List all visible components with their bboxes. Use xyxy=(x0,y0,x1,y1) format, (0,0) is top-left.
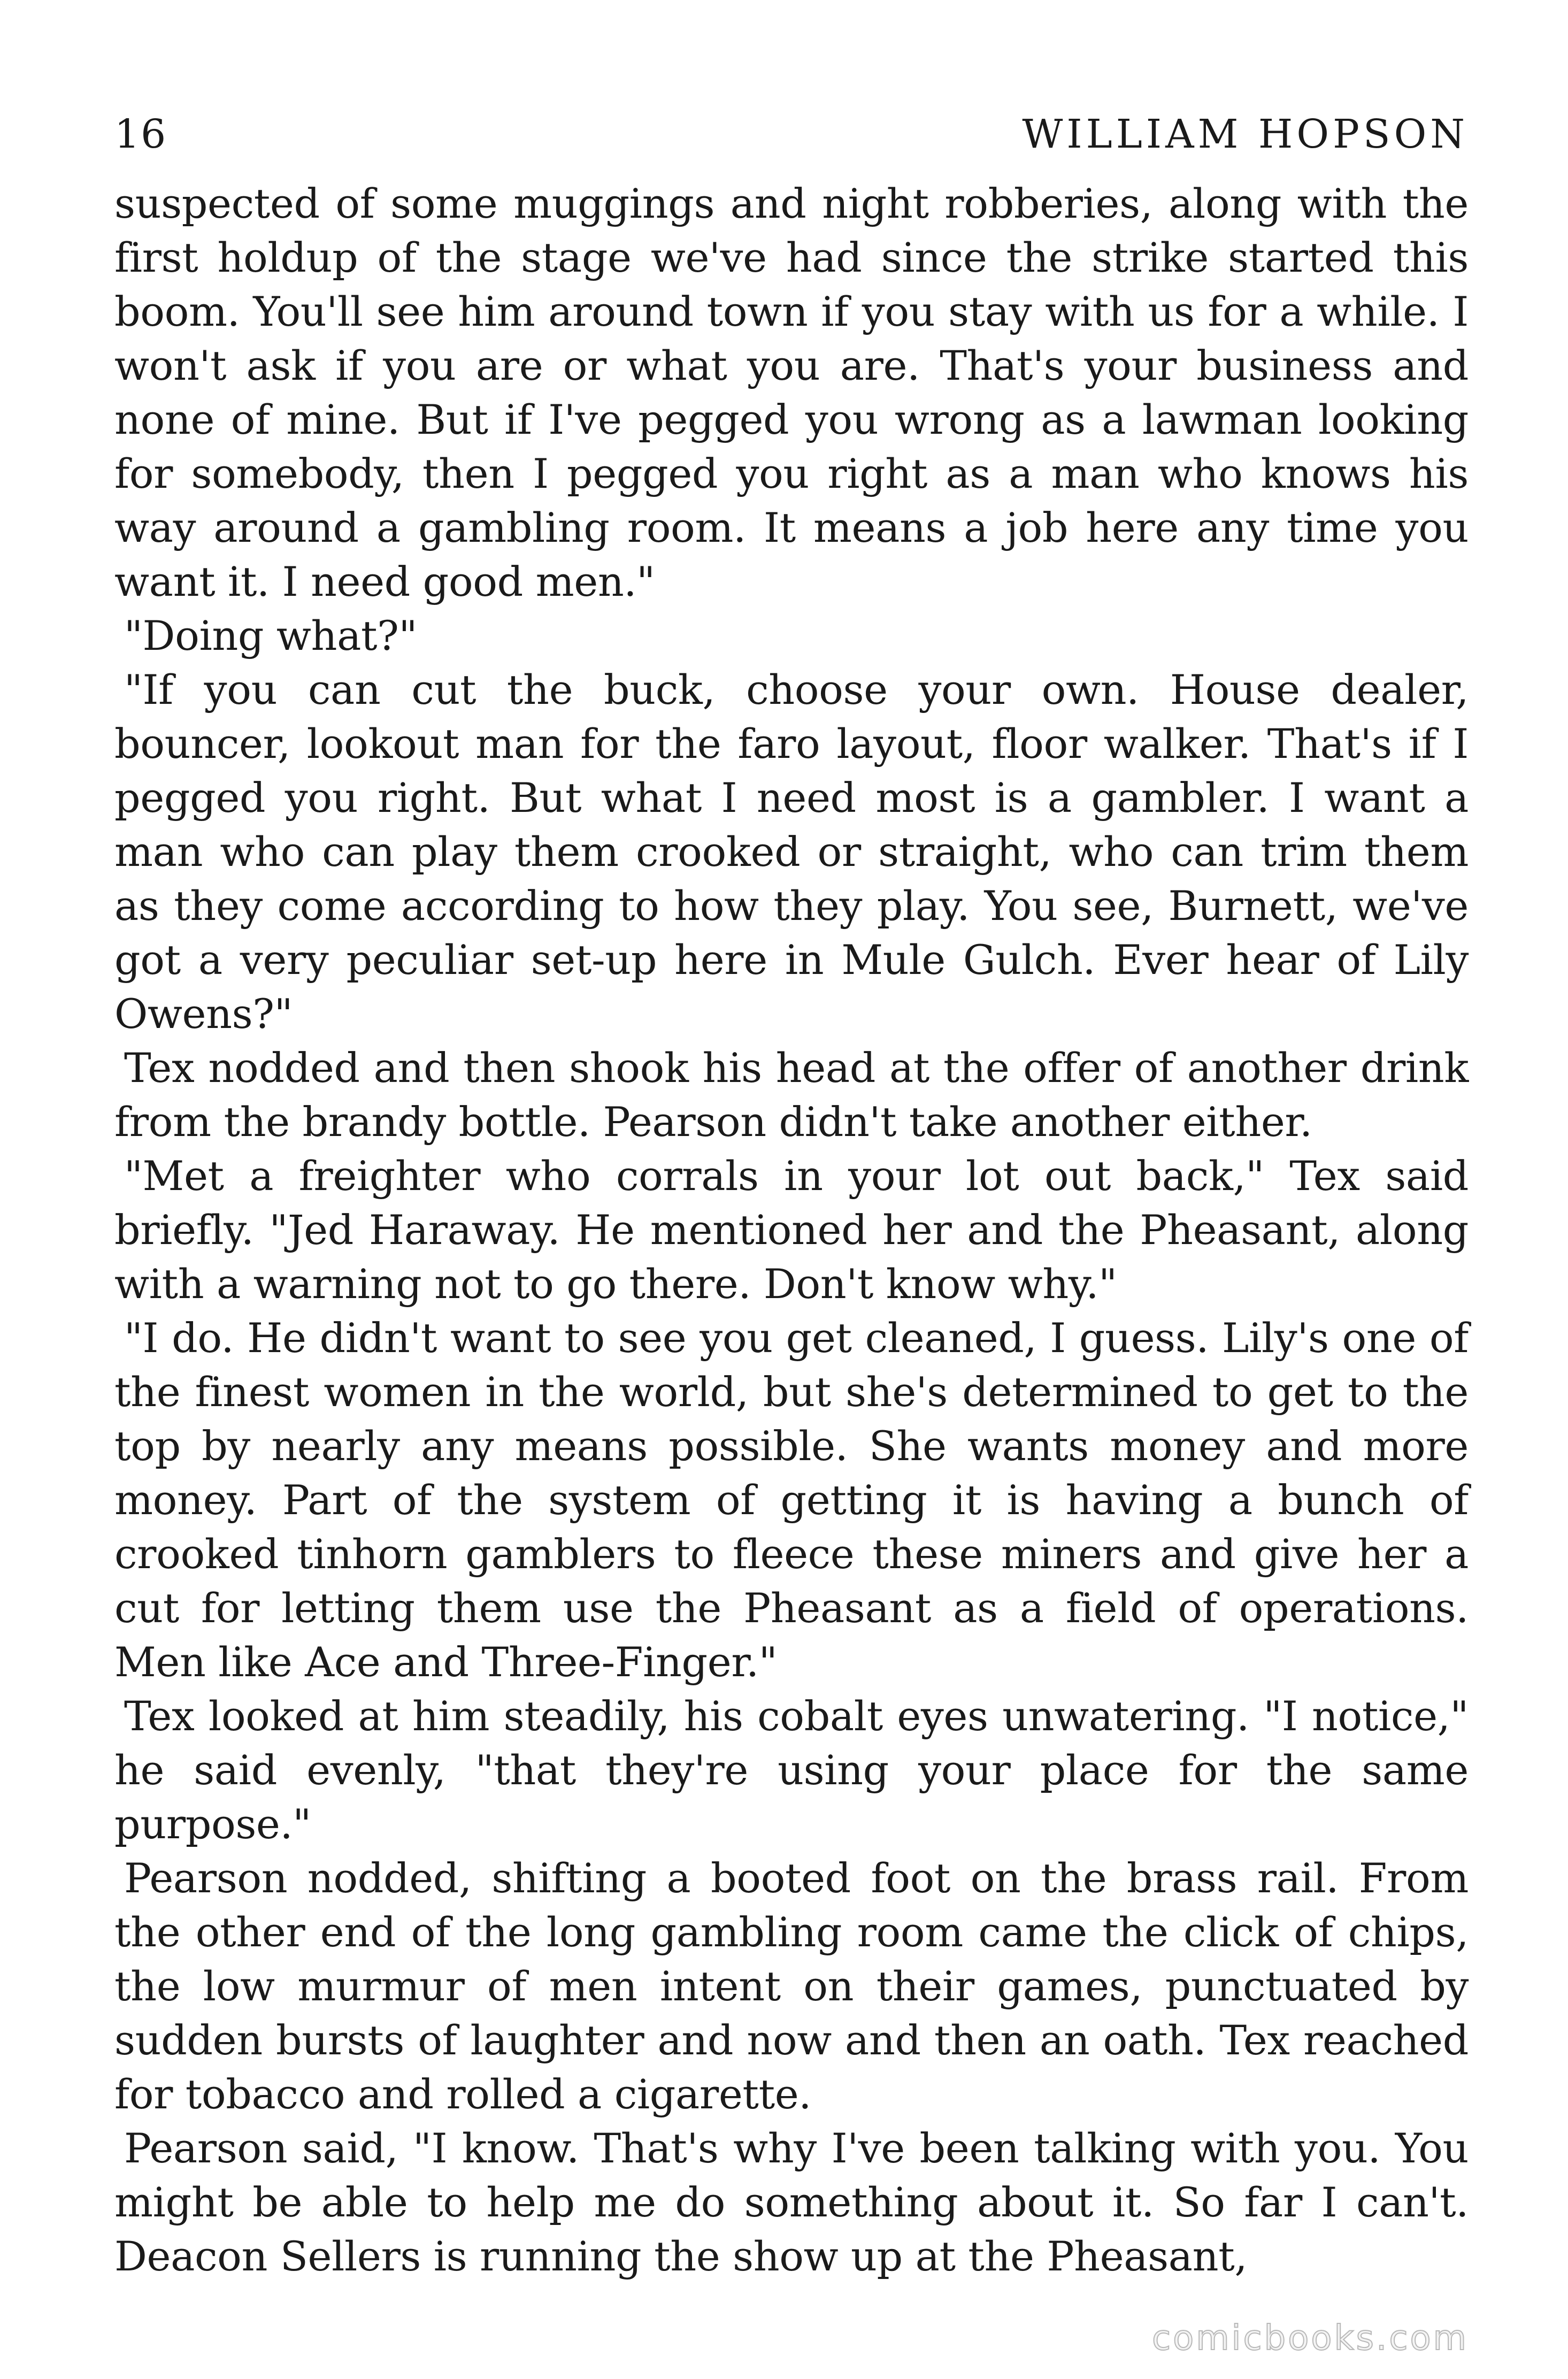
paragraph: Tex looked at him steadily, his cobalt eyes unwatering. "I notice," he said evenly, "that they're using your place for the same purpose." xyxy=(114,1692,1469,1848)
body-text xyxy=(114,176,1469,2283)
paragraph: "Doing what?" xyxy=(124,612,418,659)
page-number: 16 xyxy=(114,111,167,157)
paragraph: Pearson said, "I know. That's why I've been talking with you. You might be able to help me do something about it. So far I can't. Deacon Sellers is running the show up at the Pheasant, xyxy=(114,2124,1469,2280)
paragraph: Tex nodded and then shook his head at the offer of another drink from the brandy bottle. Pearson didn't take another either. xyxy=(114,1044,1469,1146)
paragraph: Pearson nodded, shifting a booted foot on the brass rail. From the other end of the long gambling room came the click of chips, the low murmur of men intent on their games, punctuated by sudden bursts of laughter and now and then an oath. Tex reached for tobacco and rolled a cigarette. xyxy=(114,1854,1469,2118)
author-name: WILLIAM HOPSON xyxy=(1022,111,1469,157)
watermark: comicbooks.com xyxy=(1151,2319,1469,2358)
paragraph: suspected of some muggings and night robberies, along with the first holdup of the stage we've had since the strike started this boom. You'll see him around town if you stay with us for a while. I won't ask if you are or what you are. That's your business and none of mine. But if I've pegged you wrong as a lawman looking for somebody, then I pegged you right as a man who knows his way around a gambling room. It means a job here any time you want it. I need good men." xyxy=(114,180,1469,605)
running-header xyxy=(114,105,1469,164)
paragraph: "If you can cut the buck, choose your own. House dealer, bouncer, lookout man for the faro layout, floor walker. That's if I pegged you right. But what I need most is a gambler. I want a man who can play them crooked or straight, who can trim them as they come according to how they play. You see, Burnett, we've got a very peculiar set-up here in Mule Gulch. Ever hear of Lily Owens?" xyxy=(114,666,1469,1038)
paragraph: "I do. He didn't want to see you get cleaned, I guess. Lily's one of the finest women in the world, but she's determined to get to the top by nearly any means possible. She wants money and more money. Part of the system of getting it is having a bunch of crooked tinhorn gamblers to fleece these miners and give her a cut for letting them use the Pheasant as a field of operations. Men like Ace and Three-Finger." xyxy=(114,1314,1469,1686)
paragraph: "Met a freighter who corrals in your lot out back," Tex said briefly. "Jed Haraway. He mentioned her and the Pheasant, along with a warning not to go there. Don't know why." xyxy=(114,1152,1469,1308)
